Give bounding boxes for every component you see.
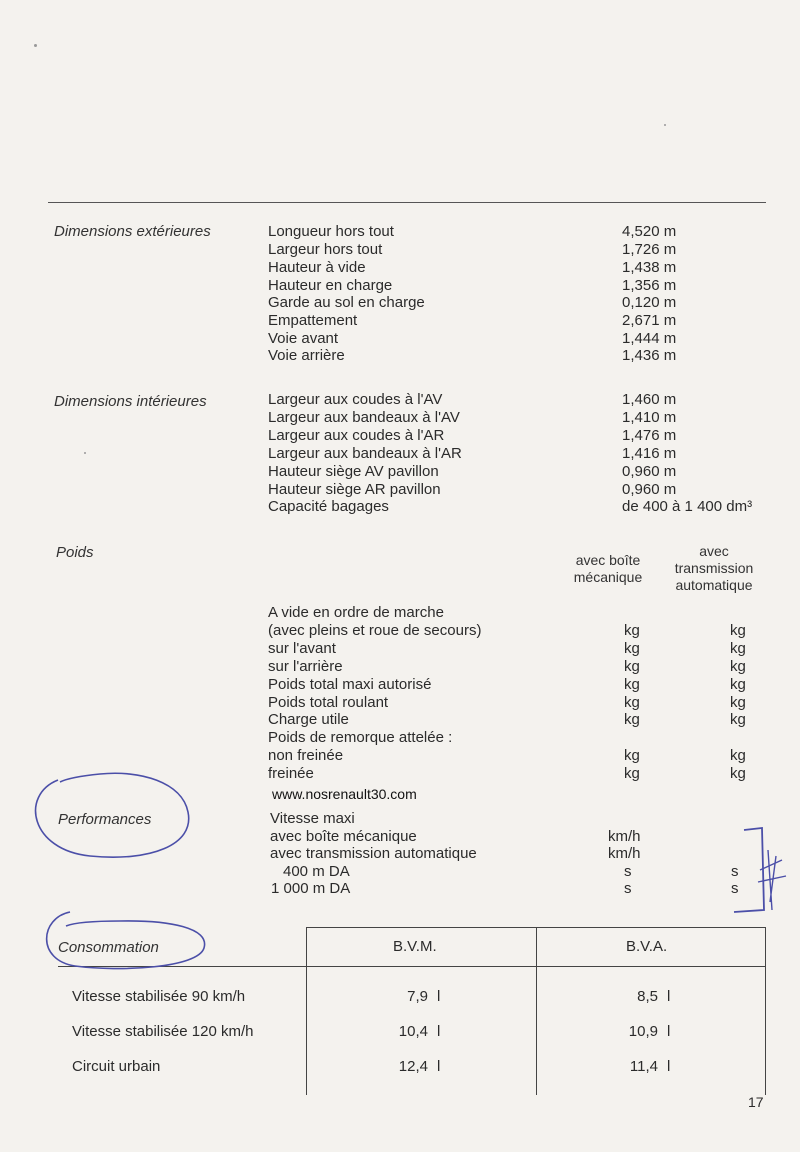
page-number: 17 (748, 1094, 764, 1110)
watermark-url: www.nosrenault30.com (272, 786, 417, 802)
column-header-bva: B.V.A. (626, 938, 668, 955)
section-title-interior: Dimensions intérieures (54, 393, 207, 410)
ink-bracket (734, 828, 764, 912)
section-title-weight: Poids (56, 544, 94, 561)
section-title-performance: Performances (58, 811, 152, 828)
section-title-consumption: Consommation (58, 939, 159, 956)
column-header-manual: avec boîte mécanique (573, 552, 643, 585)
document-page: Dimensions extérieures Longueur hors tout 4,520 m Largeur hors tout 1,726 m Hauteur à vide 1,438 m Hauteur en charge 1,356 m Garde au sol en charge 0,120 m Empattement 2,671 m Voie avant 1,444 m Voie arrière 1,436 m Dimensions intérieures Largeur aux coudes à l'AV 1,460 m Largeur aux bandeaux à l'AV 1,410 m Largeur aux coudes à l'AR 1,476 m Largeur aux bandeaux à l'AR 1,416 m Hauteur siège AV pavillon 0,960 m Hauteur siège AR pavillon 0,960 m Capacité bagages de 400 à 1 400 dm³ Poids avec boîte mécanique avec transmission automatique A vide en ordre de marche (avec pleins et roue de secours) kg kg sur l'avant kg kg sur l'arrière kg kg Poids total maxi autorisé kg kg Poids total roulant kg kg Charge utile kg kg Poids de remorque attelée : non freinée kg kg freinée kg kg www.nosrenault30.com Performances Vitesse maxi avec boîte mécanique km/h avec transmission automatique km/h 400 m DA s s 1 000 m DA s s Consommation B.V.M. B.V.A. Vitesse stabilisée 90 km/h 7,9 l 8,5 l Vitesse stabilisée 120 km/h 10,4 l 10,9 l Circuit urbain 12,4 l 11,4 l 17 (0, 0, 800, 1152)
column-header-automatic: avec transmission automatique (674, 543, 754, 593)
ink-circle-consommation (47, 912, 205, 969)
section-title-exterior: Dimensions extérieures (54, 223, 211, 240)
ink-circle-performances (36, 773, 189, 857)
column-header-bvm: B.V.M. (393, 938, 437, 955)
